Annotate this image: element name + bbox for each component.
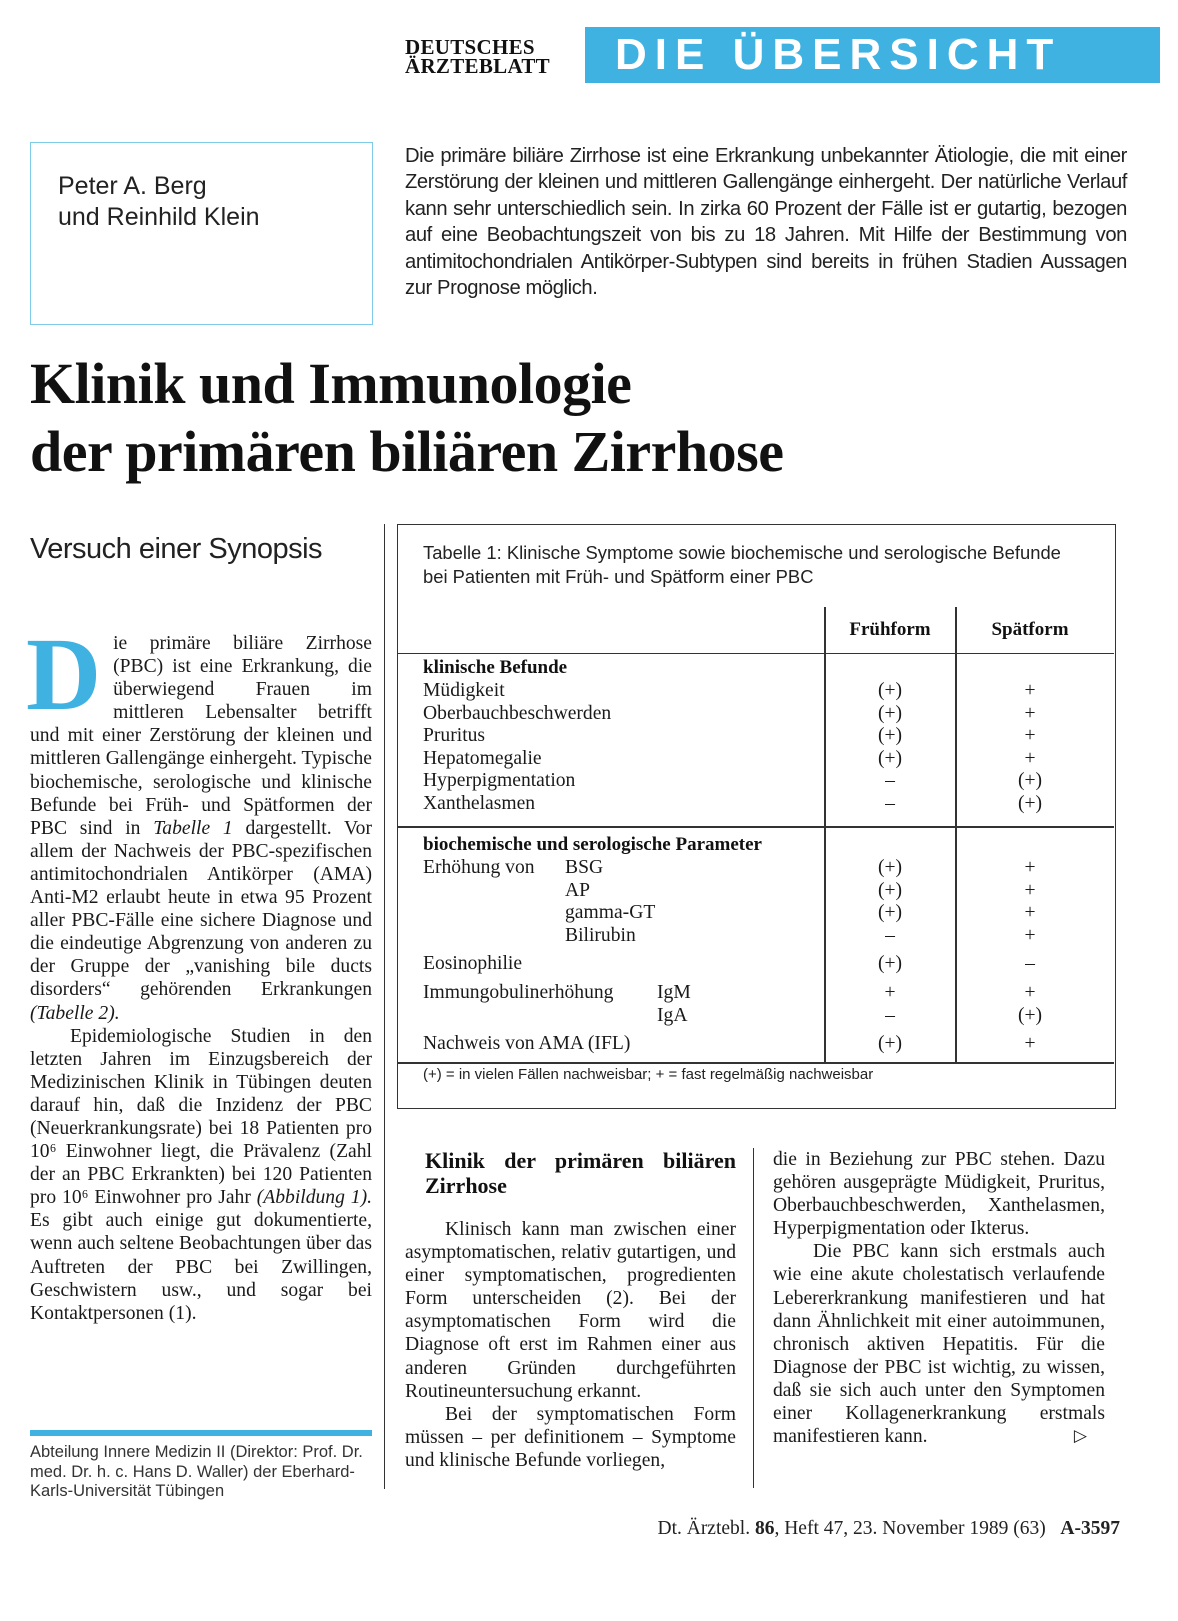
table-reference-1[interactable]: Tabelle 1 [153,817,233,839]
group-title-lab: biochemische und serologische Parameter [423,834,762,855]
table-cell-early: – [885,792,895,814]
journal-logo [405,35,575,78]
table-row-label: Hepatomegalie [423,747,542,769]
table-cell-early: – [885,924,895,946]
table-cell-late: + [1024,680,1036,701]
table-cell-early: (+) [877,702,903,724]
table-row-label: Oberbauchbeschwerden [423,702,612,724]
table-row-label: Xanthelasmen [423,792,536,814]
logo-line1: DEUTSCHES [405,35,535,59]
table-cell-early: (+) [877,725,903,746]
paragraph-1-text: ie primäre biliäre Zirrhose (PBC) ist eine Erkrankung, die überwiegend Frauen im mittleren Lebensalter betrifft und mit einer Zerstörung der kleinen und mittleren Gallengänge einhergeht. Typische biochemische, serologische und klinische Befunde bei Früh- und Spätformen der PBC sind in [30,633,372,839]
exponent-1: 10⁶ [30,1141,57,1163]
right-column [773,1148,1105,1448]
row-label-ama: Nachweis von AMA (IFL) [423,1033,631,1054]
table-1 [397,524,1116,1109]
abstract: Die primäre biliäre Zirrhose ist eine Erkrankung unbekannter Ätiologie, die mit einer Zerstörung der kleinen und mittleren Gallengänge einhergeht. Der natürliche Verlauf kann sehr unterschiedlich sein. In zirka 60 Prozent der Fälle ist er gutartig, bezogen auf eine Beobachtungszeit von bis zu 18 Jahren. Mit Hilfe der Bestimmung von antimitochondrialen Antikörper-Subtypen sind bereits in frühen Stadien Aussagen zur Prognose möglich. [405,145,1127,300]
paragraph-2-b: Einwohner liegt, die Prävalenz (Zahl der an PBC Erkrankten) bei 120 Patienten pro [30,1141,372,1209]
table-row-label: Bilirubin [565,924,636,946]
cell-ama-late: + [1024,1033,1036,1054]
table-row-label: Müdigkeit [423,680,505,701]
table-cell-late: + [1024,725,1036,746]
issue-date: , Heft 47, 23. November 1989 (63) [774,1518,1046,1539]
table-cell-late: + [1024,879,1036,901]
group-separator [398,826,1114,828]
author-box [30,142,373,325]
table-cell-late: + [1024,857,1036,878]
author-line1: Peter A. Berg [58,172,207,200]
cell-eos-late: – [1025,953,1035,974]
table-cell-late: (+) [1017,792,1043,814]
table-cell-late: + [1024,924,1036,946]
section-banner [585,27,1160,83]
table-bottom-rule [398,1062,1114,1064]
table-caption: Tabelle 1: Klinische Symptome sowie biochemische und serologische Befunde bei Patienten mit Früh- und Spätform einer PBC [423,542,1061,587]
author-line2: und Reinhild Klein [58,203,260,231]
column-header-early: Frühform [849,619,931,640]
row-label-immunglobulin: Immungobulinerhöhung [423,982,614,1003]
title-line1: Klinik und Immunologie [30,351,632,416]
column-rule [955,607,957,1062]
page-footer [560,1518,1120,1540]
table-cell-early: (+) [877,857,903,878]
table-row-label: IgA [657,1004,688,1026]
table-row-label: gamma-GT [565,902,656,923]
paragraph-2-d: Es gibt auch einige gut dokumentierte, wenn auch seltene Beobachtungen über das Auftreten der PBC bei Zwillingen, Geschwistern usw., und sogar bei Kontaktpersonen (1). [30,1210,372,1324]
table-cell-early: (+) [877,747,903,769]
affiliation-footnote: Abteilung Innere Medizin II (Direktor: Prof. Dr. med. Dr. h. c. Hans D. Waller) der Eberhard-Karls-Universität Tübingen [30,1443,363,1500]
column-header-late: Spätform [991,619,1069,640]
table-row-label: IgM [657,982,691,1003]
table-row-label: Pruritus [423,725,486,746]
table-cell-late: + [1024,702,1036,724]
table-legend: (+) = in vielen Fällen nachweisbar; + = fast regelmäßig nachweisbar [423,1066,874,1083]
paragraph-1-mid: dargestellt. Vor allem der Nachweis der PBC-spezifischen antimitochondrialen Antikörper (AMA) Anti-M2 erlaubt heute in etwa 95 Prozent aller PBC-Fälle eine sichere Diagnose und die eindeutige Abgrenzung von anderen zu der Gruppe der „vanishing bile ducts disorders“ gehörenden Erkrankungen [30,817,372,1001]
title-line2: der primären biliären Zirrhose [30,419,784,484]
figure-reference[interactable]: (Abbildung 1). [256,1187,372,1209]
paragraph-2-c: Einwohner pro Jahr [94,1187,251,1209]
paragraph-4: Bei der symptomatischen Form müssen – per definitionem – Symptome und klinische Befunde vorliegen, [405,1403,736,1471]
table-header-row [398,607,1114,654]
table-cell-late: (+) [1017,1004,1043,1026]
section-label: DIE ÜBERSICHT [615,30,1062,79]
table-cell-late: + [1024,902,1036,923]
table-row-label: AP [565,879,591,901]
paragraph-3: Klinisch kann man zwischen einer asymptomatischen, relativ gutartigen, und einer symptomatischen, progredienten Form unterscheiden (2). Bei der asymptomatischen Form wird die Diagnose oft erst im Rahmen einer aus anderen Gründen durchgeführten Routineuntersuchung erkannt. [405,1219,736,1402]
left-column [26,617,372,1325]
table-cell-late: (+) [1017,770,1043,791]
table-cell-early: (+) [877,680,903,701]
table-cell-early: (+) [877,902,903,923]
table-cell-early: (+) [877,879,903,901]
group-title-clinical: klinische Befunde [423,657,568,678]
cell-eos-early: (+) [877,953,903,974]
page-number: A-3597 [1060,1518,1120,1539]
table-cell-early: – [885,770,895,791]
exponent-2: 10⁶ [62,1187,89,1209]
table-row-label: BSG [565,857,604,878]
article-subtitle: Versuch einer Synopsis [30,533,323,565]
paragraph-5: die in Beziehung zur PBC stehen. Dazu gehören ausgeprägte Müdigkeit, Pruritus, Oberbauchbeschwerden, Xanthelasmen, Hyperpigmentation oder Ikterus. [773,1149,1105,1240]
table-cell-late: + [1024,747,1036,769]
cell-ama-early: (+) [877,1033,903,1054]
column-divider [384,524,385,1489]
table-row-label: Hyperpigmentation [423,770,576,791]
triangle-right-icon[interactable]: ▷ [1073,1426,1087,1447]
footnote-rule [30,1430,372,1436]
table-body [398,607,1114,1054]
section-heading: Klinik der primären biliären Zirrhose [425,1148,736,1198]
column-divider [753,1148,754,1488]
logo-line2: ÄRZTEBLATT [405,54,550,78]
paragraph-6: Die PBC kann sich erstmals auch wie eine akute cholestatisch verlaufende Lebererkrankung manifestieren und hat dann Ähnlichkeit mit einer autoimmunen, chronisch aktiven Hepatitis. Für die Diagnose der PBC ist wichtig, zu wissen, daß sie sich auch unter den Symptomen einer Kollagenerkrankung erstmals manifestieren kann. [773,1241,1105,1448]
row-label-eosinophilie: Eosinophilie [423,953,523,974]
table-cell-late: + [1024,982,1036,1003]
article-title [30,350,1150,486]
table-cell-early: – [885,1004,895,1026]
row-label-erhoehung: Erhöhung von [423,857,535,878]
paragraph-2-a: Epidemiologische Studien in den letzten Jahren im Einzugsbereich der Medizinischen Klinik in Tübingen deuten darauf hin, daß die Inzidenz der PBC (Neuerkrankungsrate) bei 18 Patienten pro [30,1025,372,1139]
table-cell-early: + [884,982,896,1003]
drop-cap: D [26,617,102,732]
middle-column [405,1148,736,1472]
journal-abbrev: Dt. Ärztebl. [657,1518,751,1539]
table-reference-2[interactable]: (Tabelle 2). [30,1002,120,1024]
volume-number: 86 [754,1518,775,1539]
